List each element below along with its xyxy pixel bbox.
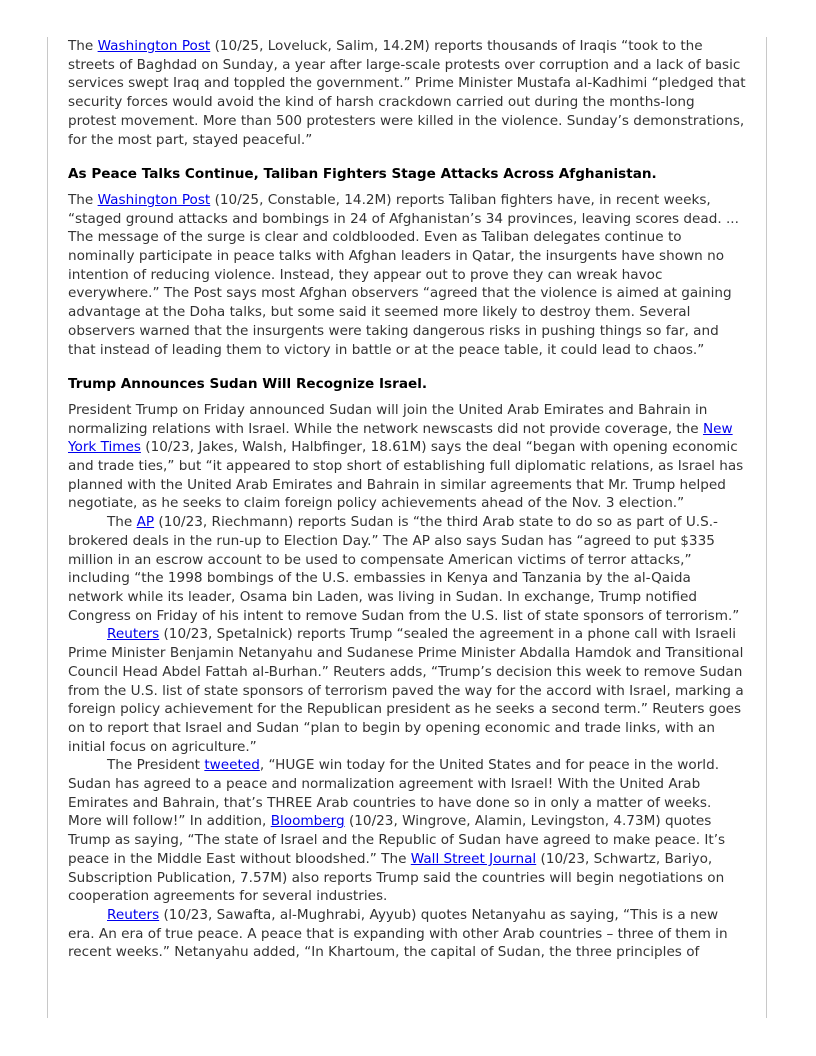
text: (10/23, Spetalnick) reports Trump “sealed the agreement in a phone call with Israeli Prime Minister Benjamin Netanyahu and Sudanese Prime Minister Abdalla Hamdok and Transitional Council Head Abdel Fattah al-Burhan.” Reuters adds, “Trump’s decision this week to remove Sudan from the U.S. list of state sponsors of terrorism paved the way for the accord with Israel, marking a foreign policy achievement for the Republican president as he seeks a second term.” Reuters goes on to report that Israel and Sudan “plan to begin by opening economic and trade links, with an initial focus on agriculture.”: [68, 626, 744, 755]
text: (10/25, Loveluck, Salim, 14.2M) reports thousands of Iraqis “took to the streets of Baghdad on Sunday, a year after large-scale protests over corruption and a lack of basic services swept Iraq and toppled the government.” Prime Minister Mustafa al-Kadhimi “pledged that security forces would avoid the kind of harsh crackdown carried out during the months-long protest movement. More than 500 protesters were killed in the violence. Sunday’s demonstrations, for the most part, stayed peaceful.”: [68, 38, 746, 148]
washington-post-link[interactable]: Washington Post: [97, 38, 211, 54]
text: , “HUGE win today for the United States and for peace in the world. Sudan has agreed to a peace and normalization agreement with Israel! With the United Arab Emirates and Bahrain, that’s THREE Arab countries to have done so in only a matter of weeks. More will follow!” In addition,: [68, 757, 720, 830]
sudan-ap-paragraph: [68, 513, 746, 625]
wall-street-journal-link[interactable]: Wall Street Journal: [410, 850, 537, 867]
sudan-reuters-netanyahu-paragraph: [68, 906, 746, 962]
text: (10/23, Sawafta, al-Mughrabi, Ayyub) quotes Netanyahu as saying, “This is a new era. An era of true peace. A peace that is expanding with other Arab countries – three of them in recent weeks.” Netanyahu added, “In Khartoum, the capital of Sudan, the three principles of: [68, 906, 728, 961]
sudan-tweet-paragraph: [68, 756, 746, 906]
text: (10/23, Riechmann) reports Sudan is “the third Arab state to do so as part of U.S.-brokered deals in the run-up to Election Day.” The AP also says Sudan has “agreed to put $335 million in an escrow account to be used to compensate American victims of terror attacks,” including “the 1998 bombings of the U.S. embassies in Kenya and Tanzania by the al-Qaida network while its leader, Osama bin Laden, was living in Sudan. In exchange, Trump notified Congress on Friday of his intent to remove Sudan from the U.S. list of state sponsors of terrorism.”: [68, 514, 740, 624]
reuters-link[interactable]: Reuters: [107, 626, 160, 643]
ap-link[interactable]: AP: [136, 514, 155, 531]
text: (10/25, Constable, 14.2M) reports Taliban fighters have, in recent weeks, “staged ground attacks and bombings in 24 of Afghanistan’s 34 provinces, leaving scores dead. ... The message of the surge is clear and coldblooded. Even as Taliban delegates continue to nominally participate in peace talks with Afghan leaders in Qatar, the insurgents have shown no intention of reducing violence. Instead, they appear out to prove they can wreak havoc everywhere.” The Post says most Afghan observers “agreed that the violence is aimed at gaining advantage at the Doha talks, but some said it seemed more likely to destroy them. Several observers warned that the insurgents were taking dangerous risks in pushing things so far, and that instead of leading them to victory in battle or at the peace table, it could lead to chaos.”: [68, 191, 739, 358]
new-york-times-link[interactable]: New York Times: [68, 420, 733, 456]
text: President Trump on Friday announced Sudan will join the United Arab Emirates and Bahrain in normalizing relations with Israel. While the network newscasts did not provide coverage, the: [68, 401, 708, 437]
washington-post-link[interactable]: Washington Post: [97, 191, 211, 208]
iraq-protests-paragraph: [68, 37, 746, 149]
text: (10/23, Jakes, Walsh, Halbfinger, 18.61M) says the deal “began with opening economic and trade ties,” but “it appeared to stop short of establishing full diplomatic relations, as Israel has planned with the United Arab Emirates and Bahrain in similar agreements that Mr. Trump helped negotiate, as he seeks to claim foreign policy achievements ahead of the Nov. 3 election.”: [68, 439, 744, 512]
text: (10/23, Wingrove, Alamin, Levingston, 4.73M) quotes Trump as saying, “The state of Israel and the Republic of Sudan have agreed to make peace. It’s peace in the Middle East without bloodshed.” The: [68, 813, 726, 867]
text: The: [68, 191, 98, 208]
sudan-reuters-paragraph: [68, 625, 746, 756]
bloomberg-link[interactable]: Bloomberg: [270, 813, 345, 830]
sudan-israel-headline: Trump Announces Sudan Will Recognize Israel.: [68, 376, 428, 393]
taliban-paragraph: [68, 191, 746, 359]
tweeted-link[interactable]: tweeted: [204, 757, 260, 774]
text: The President: [107, 757, 205, 774]
text: The: [107, 514, 137, 531]
text: The: [68, 38, 98, 54]
text: (10/23, Schwartz, Bariyo, Subscription Publication, 7.57M) also reports Trump said the countries will begin negotiations on cooperation agreements for several industries.: [68, 850, 725, 905]
document-page: [47, 37, 767, 1018]
taliban-headline: As Peace Talks Continue, Taliban Fighters Stage Attacks Across Afghanistan.: [68, 166, 657, 183]
reuters-link[interactable]: Reuters: [107, 906, 160, 923]
sudan-nyt-paragraph: [68, 401, 746, 513]
